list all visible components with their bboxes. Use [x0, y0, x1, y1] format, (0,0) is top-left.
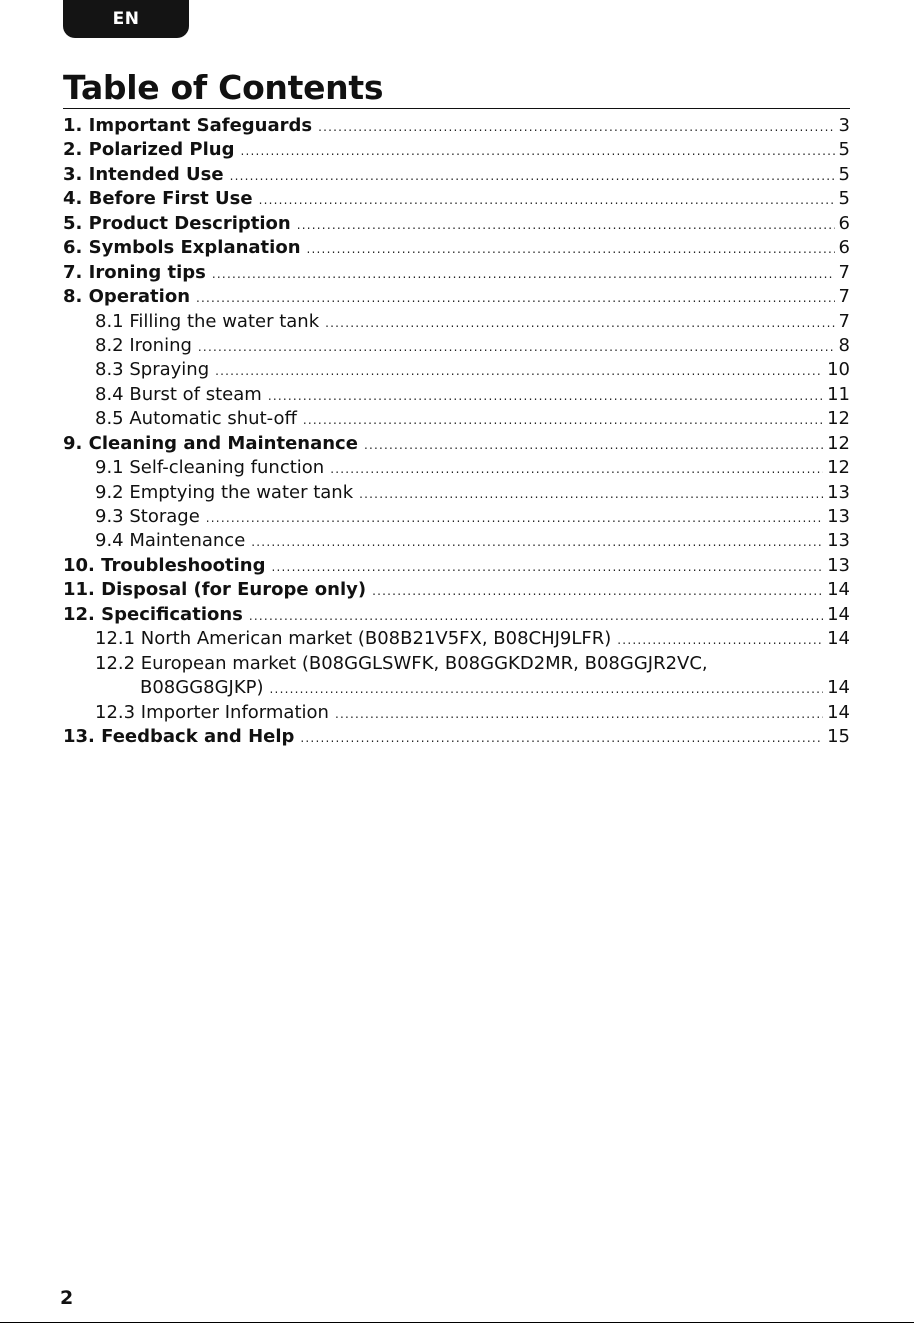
- toc-dot-leader: [372, 579, 823, 603]
- toc-dot-leader: [335, 702, 823, 726]
- toc-entry[interactable]: [63, 652, 850, 676]
- toc-entry[interactable]: [63, 285, 850, 309]
- toc-entry[interactable]: [63, 310, 850, 334]
- toc-entry-label: 7. Ironing tips: [63, 261, 206, 283]
- toc-dot-leader: [303, 408, 823, 432]
- toc-dot-leader: [300, 726, 823, 750]
- toc-entry-label: 5. Product Description: [63, 212, 291, 234]
- toc-entry[interactable]: [63, 603, 850, 627]
- toc-entry-label: 9.2 Emptying the water tank: [95, 481, 354, 503]
- toc-entry-label: 8.3 Spraying: [95, 359, 210, 381]
- toc-dot-leader: [297, 213, 835, 237]
- toc-entry[interactable]: [63, 114, 850, 138]
- toc-entry-page: 6: [838, 237, 850, 259]
- toc-entry-label: 4. Before First Use: [63, 188, 253, 210]
- toc-entry-label: 8.2 Ironing: [95, 334, 192, 356]
- toc-dot-leader: [230, 164, 835, 188]
- toc-entry-page: 12: [827, 457, 850, 479]
- toc-entry-page: 15: [827, 725, 850, 747]
- toc-dot-leader: [196, 286, 835, 310]
- toc-entry-label: 9. Cleaning and Maintenance: [63, 432, 358, 454]
- title-divider: [63, 108, 850, 109]
- toc-dot-leader: [272, 555, 824, 579]
- toc-entry-page: 8: [838, 334, 850, 356]
- toc-dot-leader: [259, 188, 835, 212]
- toc-entry-page: 11: [827, 383, 850, 405]
- toc-entry-label: 8.1 Filling the water tank: [95, 310, 320, 332]
- toc-dot-leader: [212, 262, 835, 286]
- toc-entry[interactable]: [63, 261, 850, 285]
- toc-entry-page: 13: [827, 506, 850, 527]
- toc-entry-label: 8. Operation: [63, 286, 191, 308]
- toc-entry[interactable]: [63, 481, 850, 505]
- toc-entry-page: 14: [827, 603, 850, 625]
- toc-entry-page: 5: [838, 163, 850, 185]
- toc-entry-page: 14: [827, 677, 850, 699]
- toc-entry[interactable]: [63, 334, 850, 358]
- toc-entry-label: 12.2 European market (B08GGLSWFK, B08GGKD2MR, B08GGJR2VC,: [95, 652, 708, 674]
- toc-entry[interactable]: [63, 627, 850, 651]
- toc-entry[interactable]: [63, 676, 850, 700]
- table-of-contents: [63, 114, 850, 749]
- toc-entry[interactable]: [63, 554, 850, 578]
- toc-dot-leader: [359, 482, 823, 506]
- toc-dot-leader: [206, 506, 823, 530]
- toc-entry-label: 8.4 Burst of steam: [95, 383, 262, 405]
- toc-dot-leader: [325, 311, 834, 335]
- toc-entry[interactable]: [63, 163, 850, 187]
- toc-entry-page: 14: [827, 628, 850, 650]
- page-number: 2: [60, 1287, 74, 1309]
- toc-dot-leader: [198, 335, 835, 359]
- toc-dot-leader: [307, 237, 835, 261]
- toc-entry-label: 13. Feedback and Help: [63, 725, 295, 747]
- toc-entry-page: 12: [827, 432, 850, 454]
- toc-entry-label: 12.3 Importer Information: [95, 701, 329, 723]
- toc-entry-label: 9.4 Maintenance: [95, 530, 246, 552]
- toc-entry[interactable]: [63, 383, 850, 407]
- toc-entry-page: 12: [827, 408, 850, 430]
- toc-entry[interactable]: [63, 212, 850, 236]
- page-bottom-divider: [0, 1322, 914, 1323]
- toc-entry[interactable]: [63, 578, 850, 602]
- toc-entry[interactable]: [63, 407, 850, 431]
- toc-entry-label: 11. Disposal (for Europe only): [63, 579, 367, 601]
- toc-entry-label: 3. Intended Use: [63, 163, 224, 185]
- toc-entry[interactable]: [63, 505, 850, 529]
- toc-entry-label: 8.5 Automatic shut-off: [95, 408, 297, 430]
- toc-entry-page: 13: [827, 554, 850, 576]
- toc-entry-page: 5: [838, 139, 850, 161]
- toc-dot-leader: [268, 384, 823, 408]
- toc-entry-page: 14: [827, 701, 850, 723]
- toc-dot-leader: [251, 530, 823, 554]
- toc-entry[interactable]: [63, 529, 850, 553]
- page-title: Table of Contents: [63, 68, 384, 107]
- toc-entry-page: 13: [827, 481, 850, 503]
- toc-entry[interactable]: [63, 701, 850, 725]
- toc-entry-label: 10. Troubleshooting: [63, 554, 266, 576]
- language-tab: EN: [63, 0, 189, 38]
- toc-entry-page: 3: [838, 115, 850, 136]
- toc-entry-page: 7: [838, 310, 850, 332]
- toc-entry[interactable]: [63, 456, 850, 480]
- toc-entry-page: 10: [827, 359, 850, 381]
- toc-entry-label: 12. Specifications: [63, 603, 243, 625]
- toc-entry-page: 5: [838, 188, 850, 210]
- toc-entry[interactable]: [63, 358, 850, 382]
- toc-entry-label: 12.1 North American market (B08B21V5FX, B08CHJ9LFR): [95, 628, 612, 650]
- toc-entry[interactable]: [63, 187, 850, 211]
- toc-entry-page: 14: [827, 579, 850, 601]
- toc-entry-label: 6. Symbols Explanation: [63, 237, 301, 259]
- toc-dot-leader: [364, 433, 823, 457]
- toc-dot-leader: [617, 628, 823, 652]
- toc-entry-label: B08GG8GJKP): [140, 677, 264, 699]
- toc-entry-label: 9.1 Self-cleaning function: [95, 457, 325, 479]
- toc-entry-label: 2. Polarized Plug: [63, 139, 235, 161]
- toc-entry-page: 7: [838, 286, 850, 308]
- toc-entry[interactable]: [63, 432, 850, 456]
- toc-dot-leader: [270, 677, 824, 701]
- toc-dot-leader: [240, 139, 834, 163]
- toc-entry-page: 13: [827, 530, 850, 552]
- toc-entry-label: 9.3 Storage: [95, 506, 200, 527]
- toc-dot-leader: [318, 115, 834, 139]
- toc-entry-page: 6: [838, 212, 850, 234]
- toc-entry-page: 7: [838, 261, 850, 283]
- toc-dot-leader: [330, 457, 823, 481]
- toc-entry[interactable]: [63, 138, 850, 162]
- toc-entry[interactable]: [63, 725, 850, 749]
- toc-entry[interactable]: [63, 236, 850, 260]
- toc-entry-label: 1. Important Safeguards: [63, 115, 313, 136]
- toc-dot-leader: [249, 604, 823, 628]
- toc-dot-leader: [215, 359, 823, 383]
